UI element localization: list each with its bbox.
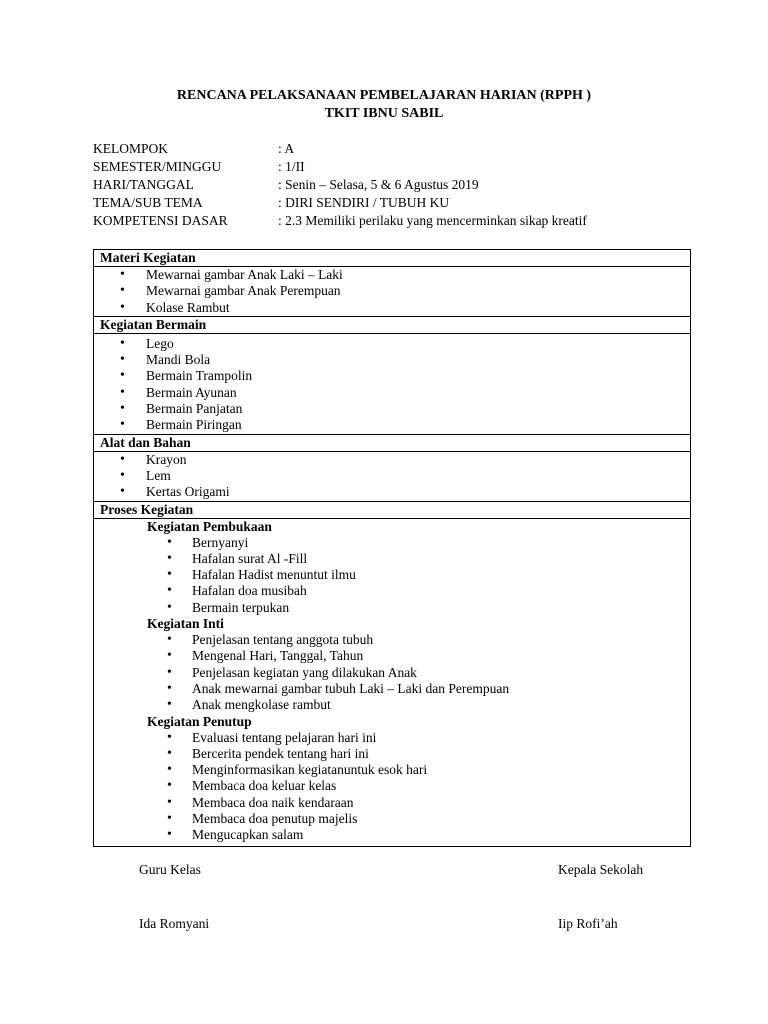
- list-item: • Bermain Panjatan: [94, 401, 690, 417]
- meta-label: TEMA/SUB TEMA: [93, 195, 203, 210]
- list-item: • Bermain Ayunan: [94, 385, 690, 401]
- school-name: TKIT IBNU SABIL: [324, 106, 444, 121]
- list-item: • Krayon: [94, 452, 690, 468]
- list-item: • Mewarnai gambar Anak Perempuan: [94, 283, 690, 299]
- section-body-materi: [94, 267, 690, 317]
- list-item: • Anak mewarnai gambar tubuh Laki – Laki dan Perempuan: [94, 681, 690, 697]
- list-item: • Membaca doa penutup majelis: [94, 811, 690, 827]
- meta-value: : A: [278, 141, 295, 156]
- list-item: • Hafalan surat Al -Fill: [94, 551, 690, 567]
- list-item: • Penjelasan kegiatan yang dilakukan Anak: [94, 665, 690, 681]
- section-header-alat: Alat dan Bahan: [94, 435, 690, 452]
- list-item: • Mewarnai gambar Anak Laki – Laki: [94, 267, 690, 283]
- document-title: RENCANA PELAKSANAAN PEMBELAJARAN HARIAN (RPPH ): [176, 88, 592, 103]
- section-header-proses: Proses Kegiatan: [94, 502, 690, 519]
- list-item: • Kolase Rambut: [94, 300, 690, 316]
- meta-label: HARI/TANGGAL: [93, 177, 194, 192]
- section-header-bermain: Kegiatan Bermain: [94, 317, 690, 334]
- list-item: • Hafalan Hadist menuntut ilmu: [94, 567, 690, 583]
- section-body-proses: [94, 519, 690, 846]
- list-item: • Bermain Trampolin: [94, 368, 690, 384]
- list-item: • Kertas Origami: [94, 484, 690, 500]
- list-item: • Hafalan doa musibah: [94, 583, 690, 599]
- list-item: • Bermain terpukan: [94, 600, 690, 616]
- meta-value: : DIRI SENDIRI / TUBUH KU: [278, 195, 450, 210]
- list-item: • Lego: [94, 336, 690, 352]
- list-item: • Mengenal Hari, Tanggal, Tahun: [94, 648, 690, 664]
- subsection-inti: Kegiatan Inti: [147, 616, 224, 632]
- signature-role-kepala-sekolah: Kepala Sekolah: [558, 862, 644, 877]
- signature-name-guru: Ida Romyani: [139, 916, 210, 931]
- meta-label: KOMPETENSI DASAR: [93, 213, 228, 228]
- subsection-pembukaan: Kegiatan Pembukaan: [147, 518, 272, 534]
- meta-value: : 2.3 Memiliki perilaku yang mencerminkan sikap kreatif: [278, 213, 587, 228]
- meta-label: SEMESTER/MINGGU: [93, 159, 222, 174]
- list-item: • Mandi Bola: [94, 352, 690, 368]
- list-item: • Mengucapkan salam: [94, 827, 690, 843]
- activity-table: [93, 249, 691, 847]
- list-item: • Anak mengkolase rambut: [94, 697, 690, 713]
- section-body-bermain: [94, 334, 690, 435]
- list-item: • Evaluasi tentang pelajaran hari ini: [94, 730, 690, 746]
- section-header-materi: Materi Kegiatan: [94, 250, 690, 267]
- meta-value: : Senin – Selasa, 5 & 6 Agustus 2019: [278, 177, 479, 192]
- list-item: • Penjelasan tentang anggota tubuh: [94, 632, 690, 648]
- meta-label: KELOMPOK: [93, 141, 169, 156]
- signature-name-kepala-sekolah: Iip Rofi’ah: [558, 916, 618, 931]
- list-item: • Membaca doa naik kendaraan: [94, 795, 690, 811]
- list-item: • Membaca doa keluar kelas: [94, 778, 690, 794]
- list-item: • Lem: [94, 468, 690, 484]
- list-item: • Bernyanyi: [94, 535, 690, 551]
- subsection-penutup: Kegiatan Penutup: [147, 713, 252, 729]
- list-item: • Bermain Piringan: [94, 417, 690, 433]
- list-item: • Bercerita pendek tentang hari ini: [94, 746, 690, 762]
- list-item: • Menginformasikan kegiatanuntuk esok hari: [94, 762, 690, 778]
- meta-value: : 1/II: [278, 159, 305, 174]
- section-body-alat: [94, 452, 690, 502]
- signature-role-guru: Guru Kelas: [139, 862, 201, 877]
